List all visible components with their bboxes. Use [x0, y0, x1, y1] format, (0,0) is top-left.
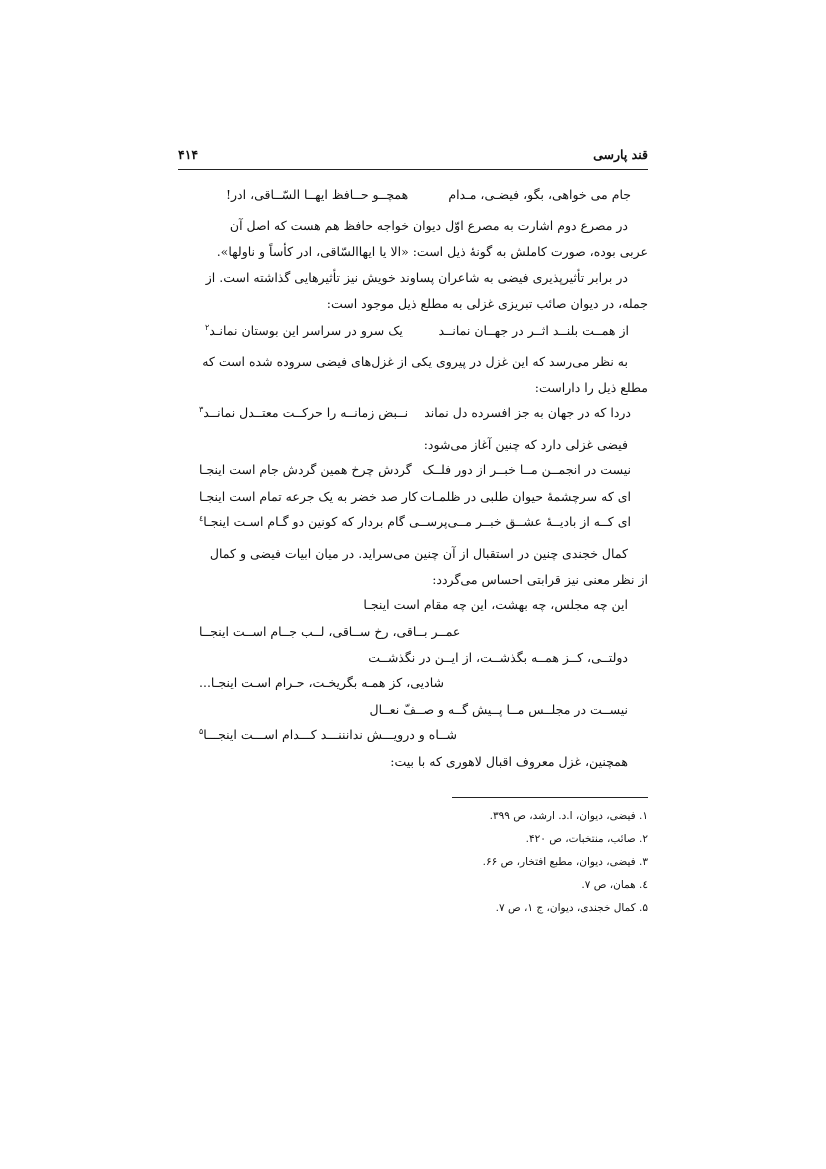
paragraph-5 [178, 541, 648, 593]
footnote-ref-3: ۳ [199, 405, 204, 414]
kamal-line-2: عمــر بــاقی، رخ ســاقی، لــب جــام اســت اینجــا [199, 624, 461, 639]
kamal-line-4: شادیی، کز همـه بگریخـت، حـرام اسـت اینجـا... [199, 675, 445, 690]
footnote-2: ۲. صائب، منتخبات، ص ۴۲۰. [525, 833, 648, 845]
verse-6-left-text: گام بردار که کونین دو گـام اسـت اینجـا [203, 514, 405, 530]
footnote-5: ۵. کمال خجندی، دیوان، ج ۱، ص ۷. [495, 902, 648, 914]
paragraph-1-line-2: عربی بوده، صورت کاملش به گونهٔ ذیل است: «الا یا ایهاالسّاقی، ادر کأساً و ناولها». [216, 244, 648, 259]
paragraph-2-line-1: در برابر تأثیرپذیری فیضی به شاعران پساوند خویش نیز تأثیرهایی گذاشته است. از [205, 270, 628, 285]
footnote-4: ٤. همان، ص ۷. [581, 879, 648, 891]
paragraph-2 [178, 265, 648, 317]
footnote-ref-2: ۲ [205, 323, 210, 332]
verse-1-right-hemistich: جام می خواهی، بگو، فیضـی، مـدام [448, 187, 631, 202]
running-header [178, 147, 648, 170]
paragraph-1-line-1: در مصرع دوم اشارت به مصرع اوّل دیوان خواجه حافظ هم هست که اصل آن [229, 218, 628, 233]
paragraph-3 [178, 349, 648, 401]
verse-6-right-hemistich: ای کــه از بادیــهٔ عشــق خبــر مــی‌پرســی [408, 514, 631, 529]
footnote-divider [452, 797, 648, 798]
kamal-line-3: دولتــی، کــز همــه بگذشــت، از ایــن در نگذشــت [368, 650, 628, 665]
kamal-line-5: نیســت در مجلــس مــا پــیش گــه و صــفّ نعــال [369, 702, 628, 717]
kamal-line-6-text: شــاه و درویـــش ندانننـــد کـــدام اســـت اینجـــا [203, 727, 457, 743]
verse-6-left-hemistich [199, 514, 405, 529]
kamal-line-1: این چه مجلس، چه بهشت، این چه مقام است اینجـا [363, 597, 628, 612]
verse-3-right-hemistich: دردا که در جهان به جز افسرده دل نماند [424, 405, 631, 420]
verse-4-right-hemistich: نیست در انجمــن مــا خبــر از دور فلــک [422, 462, 631, 477]
page-number: ۴۱۴ [178, 147, 199, 162]
paragraph-5-line-1: کمال خجندی چنین در استقبال از آن چنین می‌سراید. در میان ابیات فیضی و کمال [209, 546, 628, 561]
paragraph-3-line-1: به نظر می‌رسد که این غزل در پیروی یکی از غزل‌های فیضی سروده شده است که [202, 354, 628, 369]
verse-5-right-hemistich: ای که سرچشمهٔ حیوان طلبی در ظلمـات [420, 489, 631, 504]
footnote-ref-5: ۵ [199, 727, 204, 736]
running-title: قند پارسی [593, 147, 648, 162]
footnote-ref-4: ٤ [199, 514, 204, 523]
verse-3-left-text: نــبض زمانــه را حرکــت معتــدل نمانــد [203, 405, 409, 421]
paragraph-3-line-2: مطلع ذیل را داراست: [534, 380, 648, 395]
verse-4-left-hemistich: گردش چرخ همین گردش جام است اینجـا [199, 462, 412, 477]
paragraph-6: همچنین، غزل معروف اقبال لاهوری که با بیت: [390, 754, 628, 769]
verse-3-left-hemistich [199, 405, 408, 420]
kamal-line-6 [199, 727, 457, 742]
verse-1-left-hemistich: همچــو حــافظ ایهــا السّــاقی، ادر! [226, 187, 409, 202]
paragraph-1 [178, 213, 648, 265]
verse-2-right-hemistich: از همــت بلنــد اثــر در جهــان نمانــد [438, 323, 629, 338]
paragraph-2-line-2: جمله، در دیوان صائب تبریزی غزلی به مطلع ذیل موجود است: [326, 296, 648, 311]
footnote-1: ۱. فیضی، دیوان، ا.د. ارشد، ص ۳۹۹. [489, 810, 648, 822]
paragraph-4: فیضی غزلی دارد که چنین آغاز می‌شود: [423, 437, 628, 452]
verse-2-left-text: یک سرو در سراسر این بوستان نمانـد [209, 323, 403, 339]
verse-5-left-hemistich: کار صد خضر به یک جرعه تمام است اینجـا [199, 489, 418, 504]
footnote-3: ۳. فیضی، دیوان، مطبع افتخار، ص ۶۶. [482, 856, 648, 868]
verse-2-left-hemistich [205, 323, 403, 338]
paragraph-5-line-2: از نظر معنی نیز قرابتی احساس می‌گردد: [432, 572, 648, 587]
